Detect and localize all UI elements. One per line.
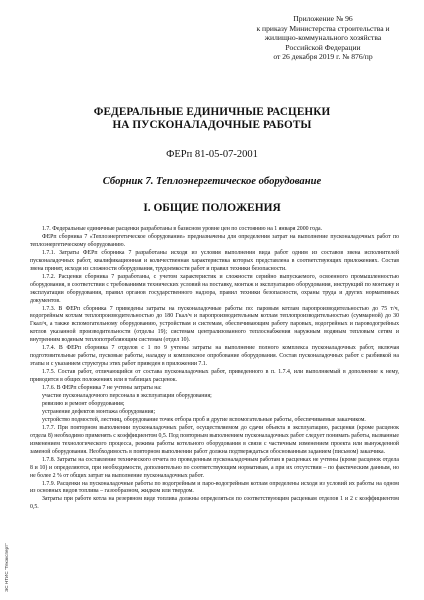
paragraph: 1.7.9. Расценки на пусконаладочные работы по водогрейным и паро-водогрейным котлам определены исходя из условий их работы на одном из основных видов топлива – газообразном, жидком или твердом.: [30, 480, 399, 495]
paragraph: 1.7.3. В ФЕРп сборника 7 приведены затраты на пусконаладочные работы по: паровым котлам паропроизводительностью до 75 т/ч, водогрейным котлам теплопроизводительностью до 180 Гкал/ч и паропроизводительным котлам теплопроизводительностью (суммарной) до 30 Гкал/ч, а также вспомогательному оборудованию, устройствам и системам, обеспечивающим работу паровых, водогрейных и пароводогрейных котлов указанной производительности (отделы 19); системам централизованного теплоснабжения наружным водяным тепловым сетям и внутренним водяным теплопотребляющим системам (отдел 10).: [30, 305, 399, 344]
section-heading: I. ОБЩИЕ ПОЛОЖЕНИЯ: [143, 202, 281, 214]
appendix-line: к приказу Министерства строительства и: [256, 23, 390, 33]
title-line-2: НА ПУСКОНАЛАДОЧНЫЕ РАБОТЫ: [112, 119, 312, 132]
paragraph: устранение дефектов монтажа оборудования;: [42, 408, 156, 415]
paragraph: 1.7. Федеральные единичные расценки разработаны в базисном уровне цен по состоянию на 1 января 2000 года.: [42, 226, 323, 232]
paragraph: устройство подмостей, лестниц, оборудование точек отбора проб и другие вспомогательные работы, обеспечиваемые заказчиком.: [42, 416, 366, 423]
paragraph: 1.7.5. Состав работ, отличающийся от состава пусконаладочных работ, приведенного в п. 1.7.4, или выполняемый в дополнение к нему, приводится в общих положениях или в таблицах расценок.: [30, 369, 399, 384]
document-title: [0, 106, 424, 133]
paragraph: ревизию и ремонт оборудования;: [42, 400, 125, 407]
watermark-text: ЭС НТИС "Техэксперт": [4, 543, 9, 592]
collection-title: Сборник 7. Теплоэнергетическое оборудование: [102, 176, 322, 187]
document-body: [30, 226, 399, 512]
document-code: ФЕРп 81-05-07-2001: [166, 149, 258, 160]
title-line-1: ФЕДЕРАЛЬНЫЕ ЕДИНИЧНЫЕ РАСЦЕНКИ: [93, 106, 331, 118]
appendix-line: Приложение № 96: [293, 14, 353, 23]
appendix-line: Российской Федерации: [285, 42, 361, 52]
appendix-line: от 26 декабря 2019 г. № 876/пр: [273, 52, 373, 62]
paragraph: 1.7.8. Затраты на составление технического отчета по проведенным пусконаладочным работам в расценках не учтены (кроме расценок отдела 8 и 10) и определяются, при необходимости, дополнительно по соответствующим нормативам, а при их отсутствии – по фактическим данным, но не более 2 % от общих затрат на выполнение пусконаладочных работ.: [30, 456, 399, 479]
paragraph: 1.7.7. При повторном выполнении пусконаладочных работ, осуществляемом до сдачи объекта в эксплуатацию, расценки (кроме расценок отдела 8) необходимо применять с коэффициентом 0,5. Под повторным выполнением пусконаладочных работ следует понимать работы, вызванные изменением технологического процесса, режима работы котельного оборудования в связи с частичным изменением проекта или вынужденной заменой оборудования. Необходимость в повторном выполнении работ должна подтверждаться обоснованным заданием (письмом) заказчика.: [30, 424, 399, 455]
paragraph: участие пусконаладочного персонала в эксплуатации оборудования;: [42, 393, 212, 400]
paragraph: 1.7.2. Расценки сборника 7 разработаны, с учетом характеристик и сложности серийно выпускаемого, освоенного промышленностью оборудования, в соответствии с требованиями технических условий на поставку, монтаж и эксплуатацию оборудования, инструкций по монтажу и эксплуатации оборудования, правил органов государственного надзора, правил техники безопасности, охраны труда и других нормативных документов.: [30, 273, 399, 304]
paragraph: 1.7.1. Затраты ФЕРп сборника 7 разработаны исходя из условия выполнения вида работ одним из составов звена исполнителей пусконаладочных работ, квалификационная и количественная характеристика которых представлена в соответствующих приложениях. Состав звена принят, исходя из сложности оборудования, трудоемкости работ и правил техники безопасности.: [30, 249, 399, 272]
appendix-header: [238, 14, 408, 62]
paragraph: 1.7.4. В ФЕРп сборника 7 отделов с 1 по 9 учтены затраты на выполнение полного комплекса пусконаладочных работ, включая подготовительные работы, пусковые работы, наладку и комплексное опробование оборудования. Состав пусконаладочных работ с разбивкой на этапы и с указанием структуры этих работ приведен в приложении 7.1.: [30, 345, 399, 368]
paragraph: Затраты при работе котла на резервном виде топлива должны определяться по соответствующим расценкам отделов 1 и 2 с коэффициентом 0,5.: [30, 496, 399, 511]
vertical-watermark: [2, 530, 12, 596]
appendix-line: жилищно-коммунального хозяйства: [264, 33, 382, 43]
paragraph: 1.7.6. В ФЕРп сборника 7 не учтены затраты на:: [42, 385, 162, 392]
paragraph: ФЕРп сборника 7 «Теплоэнергетическое оборудование» предназначены для определения затрат на выполнение пусконаладочных работ по теплоэнергетическому оборудованию.: [30, 233, 399, 248]
